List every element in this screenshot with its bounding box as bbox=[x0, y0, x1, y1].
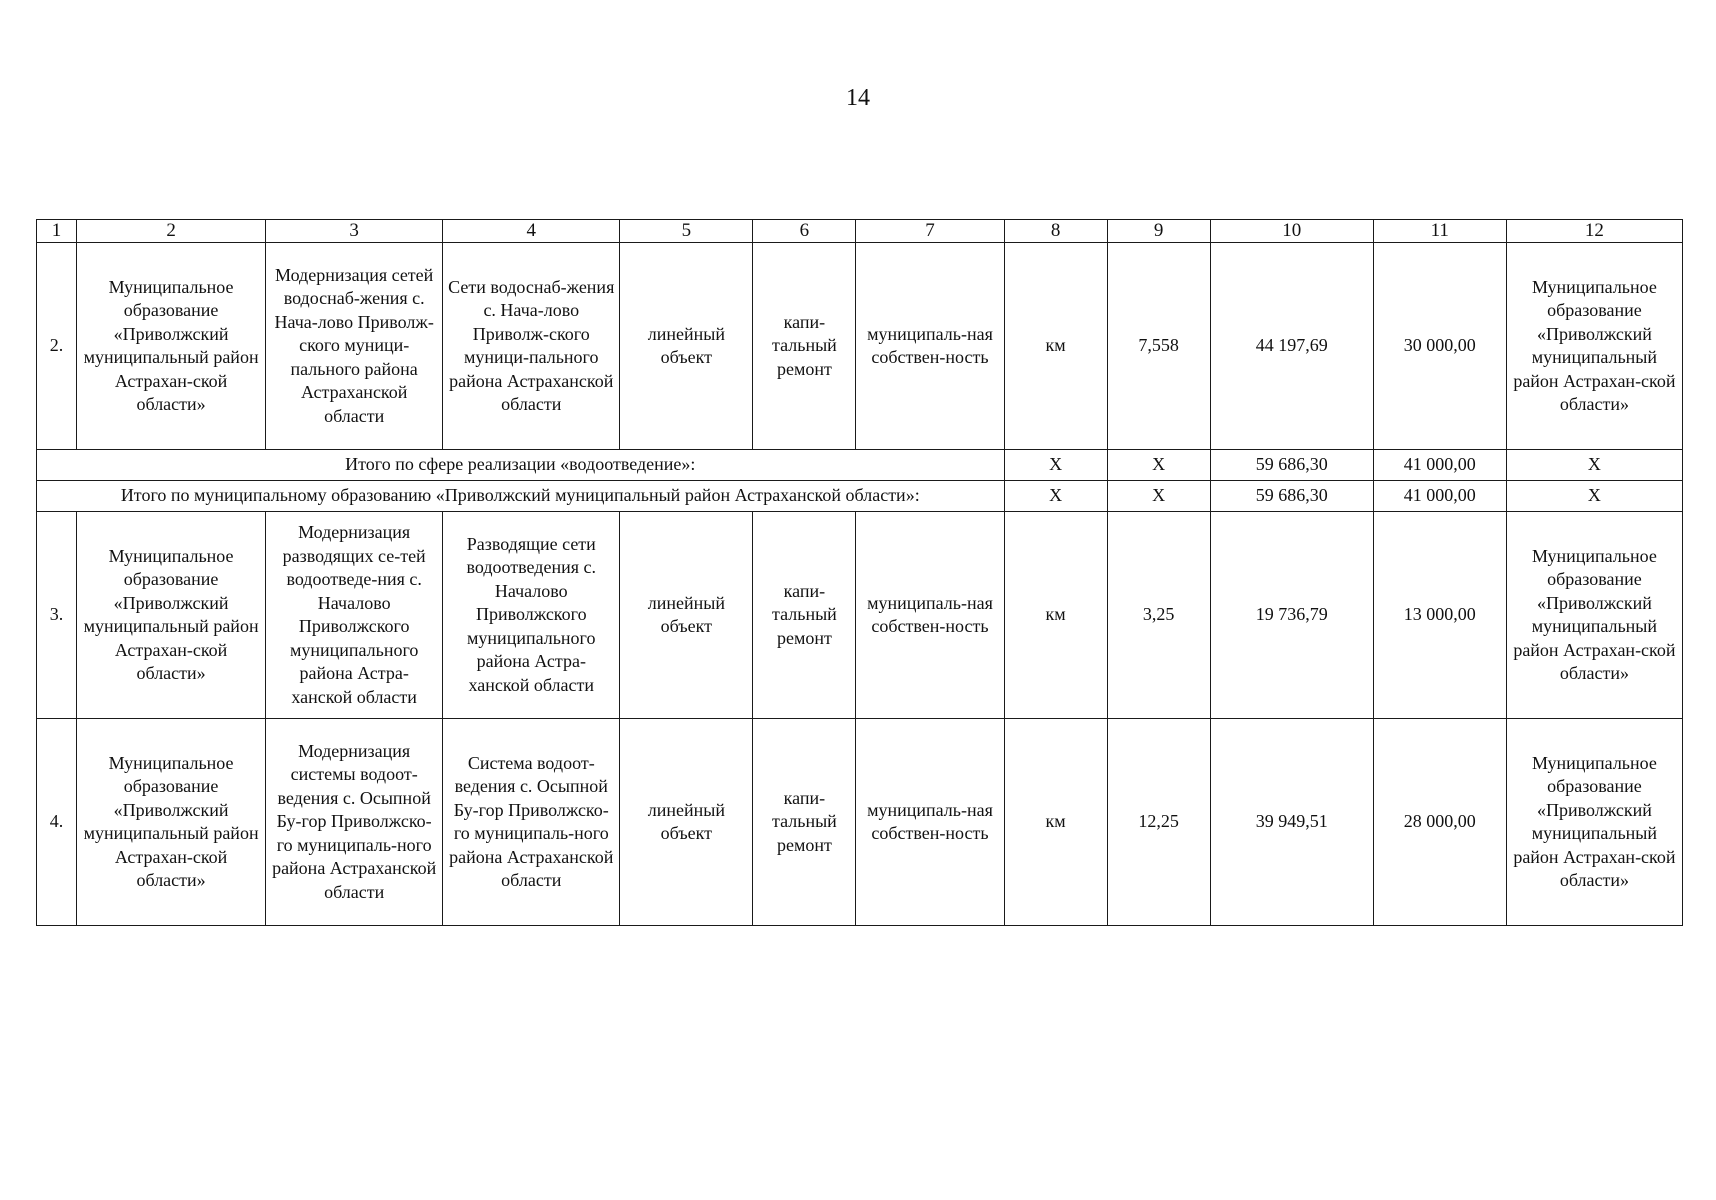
ownership-cell: муниципаль-ная собствен-ность bbox=[856, 512, 1004, 719]
investment-table bbox=[36, 219, 1683, 926]
column-number: 2 bbox=[77, 220, 266, 243]
work-type-cell: капи-тальный ремонт bbox=[753, 243, 856, 450]
total-cell: X bbox=[1004, 481, 1107, 512]
object-type-cell: линейный объект bbox=[620, 719, 753, 926]
page-number: 14 bbox=[846, 85, 870, 111]
total-cell: X bbox=[1506, 450, 1682, 481]
recipient-cell: Муниципальное образование «Приволжский муниципальный район Астрахан-ской области» bbox=[1506, 512, 1682, 719]
table-row bbox=[37, 243, 1683, 450]
municipality-cell: Муниципальное образование «Приволжский муниципальный район Астрахан-ской области» bbox=[77, 512, 266, 719]
total-label: Итого по сфере реализации «водоотведение»: bbox=[37, 450, 1005, 481]
recipient-cell: Муниципальное образование «Приволжский муниципальный район Астрахан-ской области» bbox=[1506, 243, 1682, 450]
measure-cell: Модернизация сетей водоснаб-жения с. Нача-лово Приволж-ского муници-пального района Астраханской области bbox=[266, 243, 443, 450]
work-type-cell: капи-тальный ремонт bbox=[753, 719, 856, 926]
total-cost-cell: 59 686,30 bbox=[1210, 450, 1373, 481]
length-cell: 12,25 bbox=[1107, 719, 1210, 926]
total-cost-cell: 59 686,30 bbox=[1210, 481, 1373, 512]
ownership-cell: муниципаль-ная собствен-ность bbox=[856, 243, 1004, 450]
unit-cell: км bbox=[1004, 243, 1107, 450]
total-label: Итого по муниципальному образованию «Приволжский муниципальный район Астраханской области»: bbox=[37, 481, 1005, 512]
object-cell: Разводящие сети водоотведения с. Началово Приволжского муниципального района Астра-ханской области bbox=[443, 512, 620, 719]
column-number: 1 bbox=[37, 220, 77, 243]
total-funding-cell: 41 000,00 bbox=[1373, 481, 1506, 512]
total-cell: X bbox=[1004, 450, 1107, 481]
row-number: 2. bbox=[37, 243, 77, 450]
column-number: 3 bbox=[266, 220, 443, 243]
measure-cell: Модернизация разводящих се-тей водоотведе-ния с. Началово Приволжского муниципального района Астра-ханской области bbox=[266, 512, 443, 719]
work-type-cell: капи-тальный ремонт bbox=[753, 512, 856, 719]
column-number: 7 bbox=[856, 220, 1004, 243]
funding-cell: 28 000,00 bbox=[1373, 719, 1506, 926]
ownership-cell: муниципаль-ная собствен-ность bbox=[856, 719, 1004, 926]
measure-cell: Модернизация системы водоот-ведения с. Осыпной Бу-гор Приволжско-го муниципаль-ного района Астраханской области bbox=[266, 719, 443, 926]
cost-cell: 39 949,51 bbox=[1210, 719, 1373, 926]
object-cell: Сети водоснаб-жения с. Нача-лово Приволж-ского муници-пального района Астраханской области bbox=[443, 243, 620, 450]
object-cell: Система водоот-ведения с. Осыпной Бу-гор Приволжско-го муниципаль-ного района Астраханской области bbox=[443, 719, 620, 926]
recipient-cell: Муниципальное образование «Приволжский муниципальный район Астрахан-ской области» bbox=[1506, 719, 1682, 926]
column-number: 11 bbox=[1373, 220, 1506, 243]
total-cell: X bbox=[1107, 450, 1210, 481]
unit-cell: км bbox=[1004, 719, 1107, 926]
column-number: 10 bbox=[1210, 220, 1373, 243]
total-cell: X bbox=[1107, 481, 1210, 512]
table-row bbox=[37, 719, 1683, 926]
object-type-cell: линейный объект bbox=[620, 512, 753, 719]
total-funding-cell: 41 000,00 bbox=[1373, 450, 1506, 481]
municipality-cell: Муниципальное образование «Приволжский муниципальный район Астрахан-ской области» bbox=[77, 243, 266, 450]
unit-cell: км bbox=[1004, 512, 1107, 719]
column-number: 8 bbox=[1004, 220, 1107, 243]
column-number: 5 bbox=[620, 220, 753, 243]
length-cell: 7,558 bbox=[1107, 243, 1210, 450]
cost-cell: 44 197,69 bbox=[1210, 243, 1373, 450]
cost-cell: 19 736,79 bbox=[1210, 512, 1373, 719]
row-number: 4. bbox=[37, 719, 77, 926]
length-cell: 3,25 bbox=[1107, 512, 1210, 719]
column-number: 6 bbox=[753, 220, 856, 243]
total-cell: X bbox=[1506, 481, 1682, 512]
object-type-cell: линейный объект bbox=[620, 243, 753, 450]
column-number: 4 bbox=[443, 220, 620, 243]
table-row bbox=[37, 512, 1683, 719]
row-number: 3. bbox=[37, 512, 77, 719]
municipality-cell: Муниципальное образование «Приволжский муниципальный район Астрахан-ской области» bbox=[77, 719, 266, 926]
funding-cell: 13 000,00 bbox=[1373, 512, 1506, 719]
column-number: 12 bbox=[1506, 220, 1682, 243]
column-number: 9 bbox=[1107, 220, 1210, 243]
total-row bbox=[37, 481, 1683, 512]
column-number-row bbox=[37, 220, 1683, 243]
total-row bbox=[37, 450, 1683, 481]
funding-cell: 30 000,00 bbox=[1373, 243, 1506, 450]
